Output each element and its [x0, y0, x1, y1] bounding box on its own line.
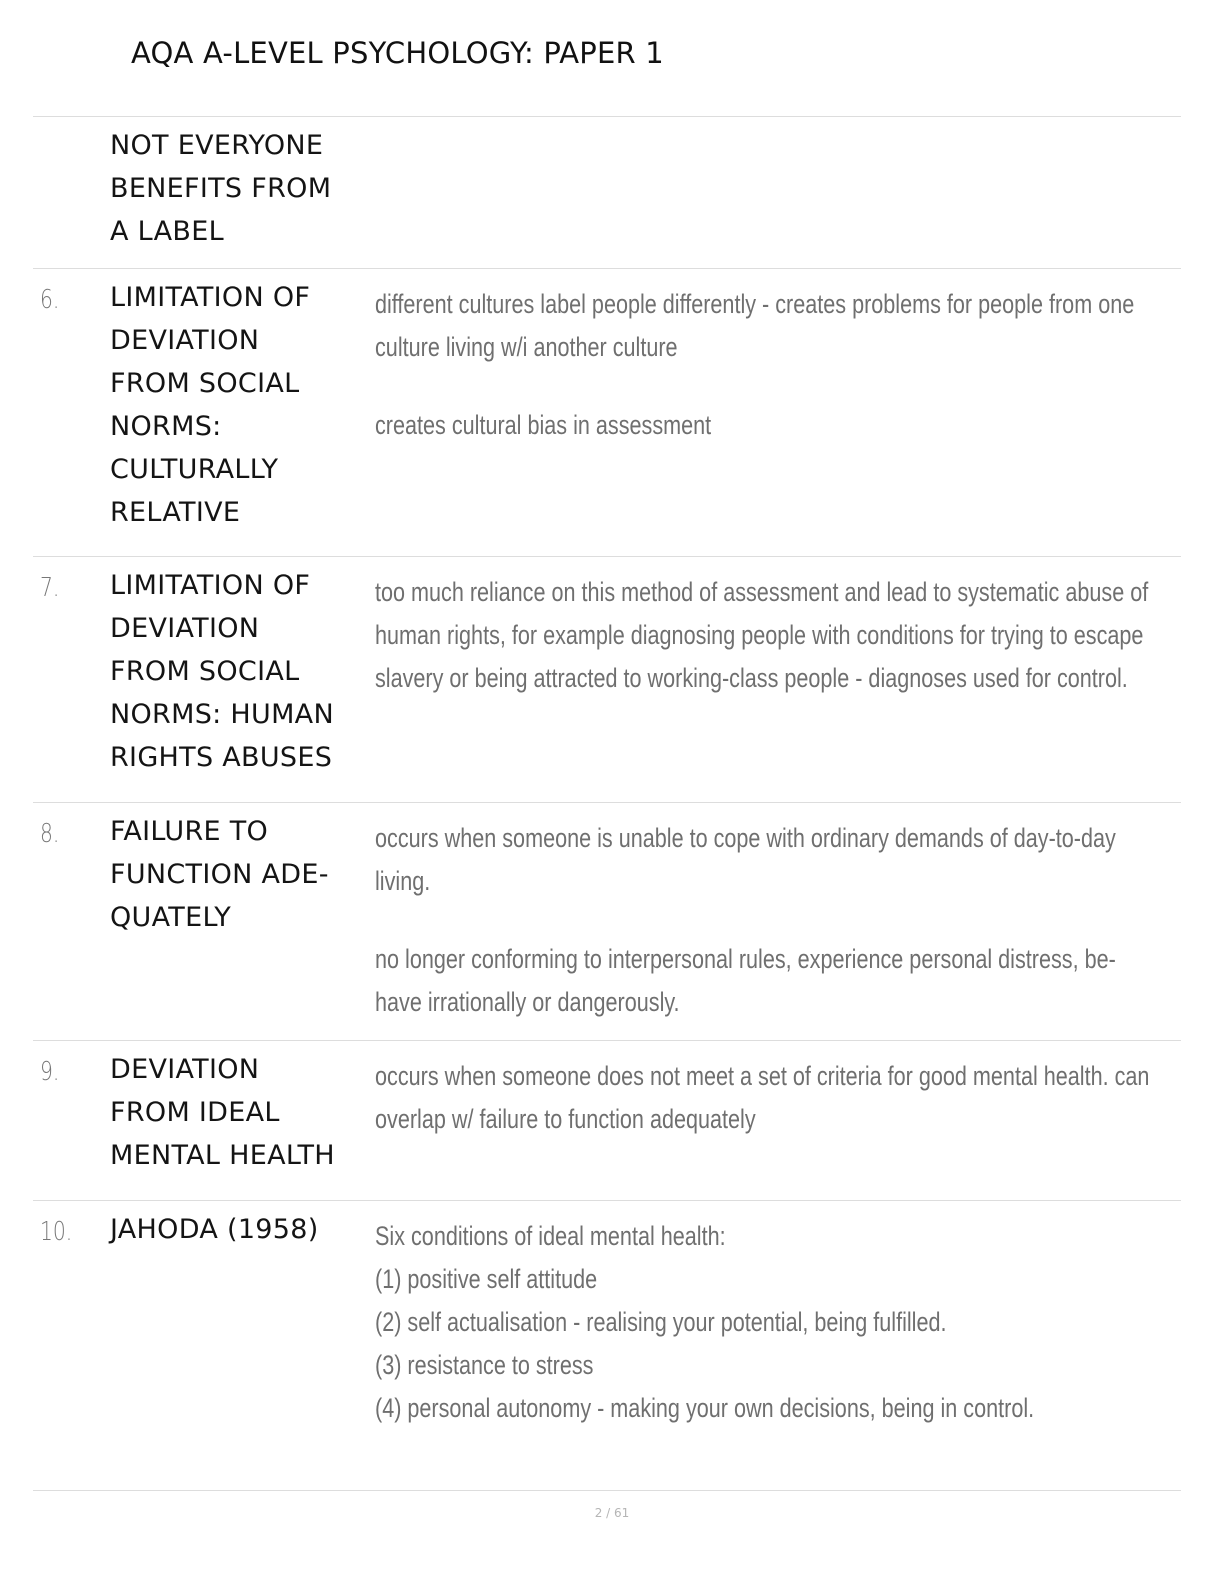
term-line: QUATELY — [110, 902, 231, 933]
definition-text — [375, 1215, 1175, 1430]
definition-line: (3) resistance to stress — [375, 1350, 594, 1380]
row-number: 6. — [40, 285, 60, 315]
term-line: FROM SOCIAL — [110, 656, 300, 687]
row-number: 7. — [40, 573, 60, 603]
definition-line: have irrationally or dangerously. — [375, 987, 680, 1017]
term-line: NORMS: — [110, 411, 222, 442]
row-number: 8. — [40, 819, 60, 849]
definition-line: (4) personal autonomy - making your own decisions, being in control. — [375, 1393, 1035, 1423]
page-number: 2 / 61 — [594, 1506, 630, 1520]
definition-line: (1) positive self attitude — [375, 1264, 598, 1294]
definition-line: overlap w/ failure to function adequately — [375, 1104, 756, 1134]
term-line: DEVIATION — [110, 613, 260, 644]
flashcard-table — [33, 116, 1181, 1491]
definition-line: occurs when someone does not meet a set of criteria for good mental health. can — [375, 1061, 1150, 1091]
term-line: LIMITATION OF — [110, 570, 311, 601]
table-row — [33, 1201, 1181, 1491]
definition-text — [375, 1055, 1175, 1141]
definition-text — [375, 571, 1175, 700]
term-line: BENEFITS FROM — [110, 173, 332, 204]
term-line: FUNCTION ADE- — [110, 859, 329, 890]
term-text — [110, 1048, 378, 1177]
definition-line: occurs when someone is unable to cope with ordinary demands of day-to-day — [375, 823, 1116, 853]
term-line: A LABEL — [110, 216, 224, 247]
term-line: FROM IDEAL — [110, 1097, 280, 1128]
page-title: AQA A-LEVEL PSYCHOLOGY: PAPER 1 — [131, 36, 664, 70]
table-row — [33, 269, 1181, 557]
term-text — [110, 564, 378, 779]
term-line: NORMS: HUMAN — [110, 699, 334, 730]
definition-line: too much reliance on this method of assessment and lead to systematic abuse of — [375, 577, 1149, 607]
definition-text — [375, 283, 1175, 447]
term-line: MENTAL HEALTH — [110, 1140, 335, 1171]
term-line: DEVIATION — [110, 325, 260, 356]
term-line: NOT EVERYONE — [110, 130, 324, 161]
definition-line: different cultures label people differently - creates problems for people from one — [375, 289, 1135, 319]
definition-line: slavery or being attracted to working-class people - diagnoses used for control. — [375, 663, 1128, 693]
term-line: RIGHTS ABUSES — [110, 742, 333, 773]
definition-line: creates cultural bias in assessment — [375, 410, 712, 440]
definition-line: (2) self actualisation - realising your potential, being fulfilled. — [375, 1307, 947, 1337]
term-line: JAHODA (1958) — [110, 1214, 319, 1245]
definition-line: Six conditions of ideal mental health: — [375, 1221, 726, 1251]
table-row — [33, 117, 1181, 269]
term-line: DEVIATION — [110, 1054, 260, 1085]
term-text — [110, 1208, 378, 1251]
term-line: FROM SOCIAL — [110, 368, 300, 399]
definition-line: human rights, for example diagnosing people with conditions for trying to escape — [375, 620, 1144, 650]
table-row — [33, 557, 1181, 803]
term-line: RELATIVE — [110, 497, 241, 528]
term-text — [110, 276, 378, 534]
definition-line: no longer conforming to interpersonal rules, experience personal distress, be- — [375, 944, 1116, 974]
term-line: LIMITATION OF — [110, 282, 311, 313]
definition-line: culture living w/i another culture — [375, 332, 678, 362]
row-number: 10. — [40, 1217, 73, 1247]
table-row — [33, 803, 1181, 1041]
row-number: 9. — [40, 1057, 60, 1087]
term-text — [110, 810, 378, 939]
table-row — [33, 1041, 1181, 1201]
term-line: CULTURALLY — [110, 454, 279, 485]
term-line: FAILURE TO — [110, 816, 269, 847]
term-text — [110, 124, 378, 253]
definition-text — [375, 817, 1175, 1024]
definition-line: living. — [375, 866, 431, 896]
